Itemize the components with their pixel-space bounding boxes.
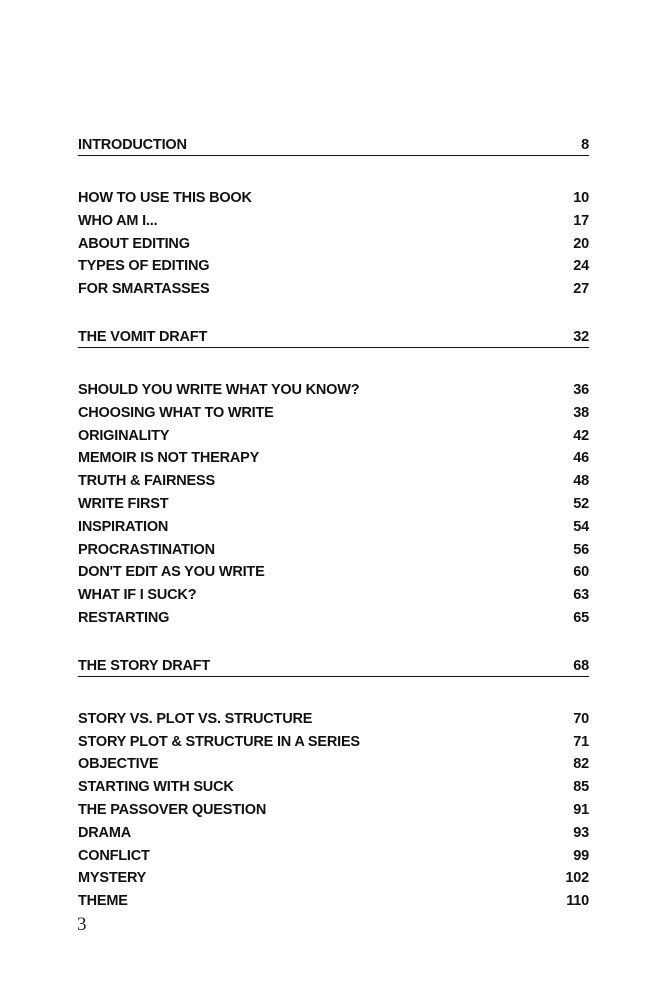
toc-entry [78, 255, 589, 278]
toc-part-page: 8 [581, 137, 589, 153]
toc-entry-page: 56 [573, 541, 589, 558]
toc-entry [78, 845, 589, 868]
toc-entry-page: 24 [573, 258, 589, 275]
toc-entry-page: 52 [573, 495, 589, 512]
toc-entry-page: 82 [573, 756, 589, 773]
toc-entry-title: WHAT IF I SUCK? [78, 587, 197, 604]
toc-entry-page: 93 [573, 824, 589, 841]
toc-part-heading [78, 328, 589, 348]
toc-entry-title: DON'T EDIT AS YOU WRITE [78, 564, 265, 581]
toc-entry [78, 776, 589, 799]
toc-entry-page: 102 [565, 870, 589, 887]
toc-entry-title: MEMOIR IS NOT THERAPY [78, 450, 260, 467]
toc-entry-title: WRITE FIRST [78, 495, 169, 512]
toc-entry [78, 753, 589, 776]
toc-entry [78, 187, 589, 210]
toc-entry-title: STORY VS. PLOT VS. STRUCTURE [78, 710, 313, 727]
toc-entry-page: 42 [573, 427, 589, 444]
toc-entry [78, 470, 589, 493]
toc-entry [78, 402, 589, 425]
toc-part-page: 32 [573, 328, 589, 345]
toc-entry-title: CHOOSING WHAT TO WRITE [78, 404, 274, 421]
toc-entry-page: 46 [573, 450, 589, 467]
table-of-contents [78, 136, 589, 913]
toc-entry-title: FOR SMARTASSES [78, 281, 210, 298]
toc-entry [78, 447, 589, 470]
toc-entry-title: TRUTH & FAIRNESS [78, 473, 215, 490]
toc-entry-page: 10 [573, 190, 589, 206]
toc-part-heading [78, 136, 589, 156]
toc-entry [78, 561, 589, 584]
toc-entry [78, 493, 589, 516]
toc-entry-page: 110 [566, 893, 589, 910]
toc-entry-title: RESTARTING [78, 609, 170, 626]
toc-part-title: THE STORY DRAFT [78, 657, 211, 674]
toc-entry [78, 607, 589, 630]
toc-entry-page: 27 [573, 281, 589, 298]
page-number: 3 [77, 914, 87, 935]
toc-entry [78, 516, 589, 539]
toc-entry-title: TYPES OF EDITING [78, 258, 210, 275]
toc-entry-page: 36 [573, 381, 589, 398]
toc-entry-title: STARTING WITH SUCK [78, 779, 234, 796]
toc-entry [78, 425, 589, 448]
toc-entry [78, 210, 589, 233]
toc-entry-page: 60 [573, 564, 589, 581]
toc-entry-page: 70 [573, 710, 589, 727]
toc-entry-page: 48 [573, 473, 589, 490]
toc-entry-page: 63 [573, 587, 589, 604]
toc-entry [78, 233, 589, 256]
toc-entry [78, 867, 589, 890]
toc-entry-title: ORIGINALITY [78, 427, 170, 444]
toc-entry-page: 65 [573, 609, 589, 626]
toc-entry [78, 799, 589, 822]
toc-entry-title: THE PASSOVER QUESTION [78, 801, 267, 818]
toc-entry-title: THEME [78, 893, 128, 910]
toc-part-page: 68 [573, 657, 589, 674]
toc-entry [78, 539, 589, 562]
toc-entry-title: MYSTERY [78, 870, 147, 887]
toc-entry [78, 708, 589, 731]
toc-entry-page: 20 [573, 235, 589, 252]
toc-part-heading [78, 657, 589, 677]
toc-entry [78, 822, 589, 845]
toc-entry-title: OBJECTIVE [78, 756, 159, 773]
toc-entry-page: 85 [573, 779, 589, 796]
toc-entry [78, 584, 589, 607]
toc-entry-title: CONFLICT [78, 847, 150, 864]
toc-entry-page: 54 [573, 518, 589, 535]
toc-part-title: INTRODUCTION [78, 137, 187, 153]
toc-entry-page: 71 [573, 733, 589, 750]
toc-entry-title: INSPIRATION [78, 518, 169, 535]
toc-entry-page: 17 [573, 212, 589, 229]
toc-entry-title: STORY PLOT & STRUCTURE IN A SERIES [78, 733, 360, 750]
toc-entry-title: WHO AM I... [78, 212, 158, 229]
toc-entry [78, 731, 589, 754]
toc-entry-title: DRAMA [78, 824, 131, 841]
toc-entry-title: HOW TO USE THIS BOOK [78, 190, 252, 206]
toc-entry [78, 278, 589, 301]
toc-entry-page: 91 [573, 801, 589, 818]
toc-entry [78, 379, 589, 402]
toc-entry-title: SHOULD YOU WRITE WHAT YOU KNOW? [78, 381, 360, 398]
toc-entry-page: 99 [573, 847, 589, 864]
toc-entry [78, 890, 589, 913]
toc-entry-page: 38 [573, 404, 589, 421]
toc-entry-title: ABOUT EDITING [78, 235, 190, 252]
toc-entry-title: PROCRASTINATION [78, 541, 215, 558]
toc-part-title: THE VOMIT DRAFT [78, 328, 208, 345]
